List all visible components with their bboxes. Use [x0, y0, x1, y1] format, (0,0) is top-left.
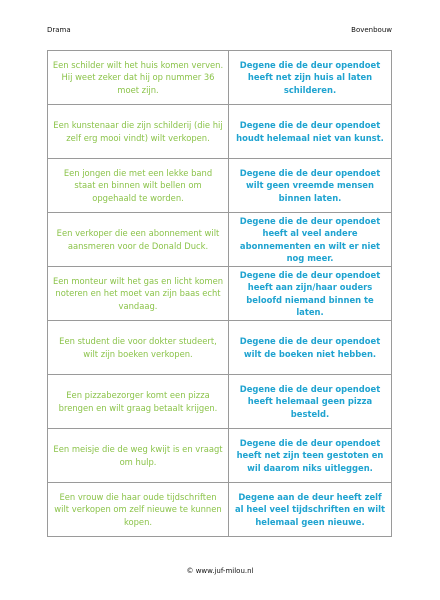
- role-play-card-grid: [47, 50, 392, 537]
- card-row: [48, 213, 392, 267]
- response-card: Degene die de deur opendoet houdt helemaal niet van kunst.: [229, 105, 392, 159]
- card-row: [48, 159, 392, 213]
- card-row: [48, 375, 392, 429]
- card-row: [48, 267, 392, 321]
- card-row: [48, 483, 392, 537]
- situation-card: Een vrouw die haar oude tijdschriften wilt verkopen om zelf nieuwe te kunnen kopen.: [48, 483, 229, 537]
- card-row: [48, 321, 392, 375]
- card-row: [48, 51, 392, 105]
- situation-card: Een verkoper die een abonnement wilt aansmeren voor de Donald Duck.: [48, 213, 229, 267]
- response-card: Degene die de deur opendoet heeft net zijn huis al laten schilderen.: [229, 51, 392, 105]
- level-label: Bovenbouw: [351, 26, 392, 34]
- page-header: [47, 26, 392, 34]
- response-card: Degene die de deur opendoet heeft net zijn teen gestoten en wil daarom niks uitleggen.: [229, 429, 392, 483]
- situation-card: Een kunstenaar die zijn schilderij (die hij zelf erg mooi vindt) wilt verkopen.: [48, 105, 229, 159]
- response-card: Degene aan de deur heeft zelf al heel veel tijdschriften en wilt helemaal geen nieuwe.: [229, 483, 392, 537]
- response-card: Degene die de deur opendoet heeft al veel andere abonnementen en wilt er niet nog meer.: [229, 213, 392, 267]
- situation-card: Een schilder wilt het huis komen verven. Hij weet zeker dat hij op nummer 36 moet zijn.: [48, 51, 229, 105]
- card-row: [48, 429, 392, 483]
- copyright-footer: © www.juf-milou.nl: [186, 567, 254, 575]
- situation-card: Een monteur wilt het gas en licht komen noteren en het moet van zijn baas echt vandaag.: [48, 267, 229, 321]
- card-row: [48, 105, 392, 159]
- situation-card: Een jongen die met een lekke band staat en binnen wilt bellen om opgehaald te worden.: [48, 159, 229, 213]
- subject-label: Drama: [47, 26, 71, 34]
- response-card: Degene die de deur opendoet wilt geen vreemde mensen binnen laten.: [229, 159, 392, 213]
- situation-card: Een meisje die de weg kwijt is en vraagt om hulp.: [48, 429, 229, 483]
- response-card: Degene die de deur opendoet wilt de boeken niet hebben.: [229, 321, 392, 375]
- situation-card: Een pizzabezorger komt een pizza brengen en wilt graag betaalt krijgen.: [48, 375, 229, 429]
- response-card: Degene die de deur opendoet heeft helemaal geen pizza besteld.: [229, 375, 392, 429]
- response-card: Degene die de deur opendoet heeft aan zijn/haar ouders beloofd niemand binnen te laten.: [229, 267, 392, 321]
- situation-card: Een student die voor dokter studeert, wilt zijn boeken verkopen.: [48, 321, 229, 375]
